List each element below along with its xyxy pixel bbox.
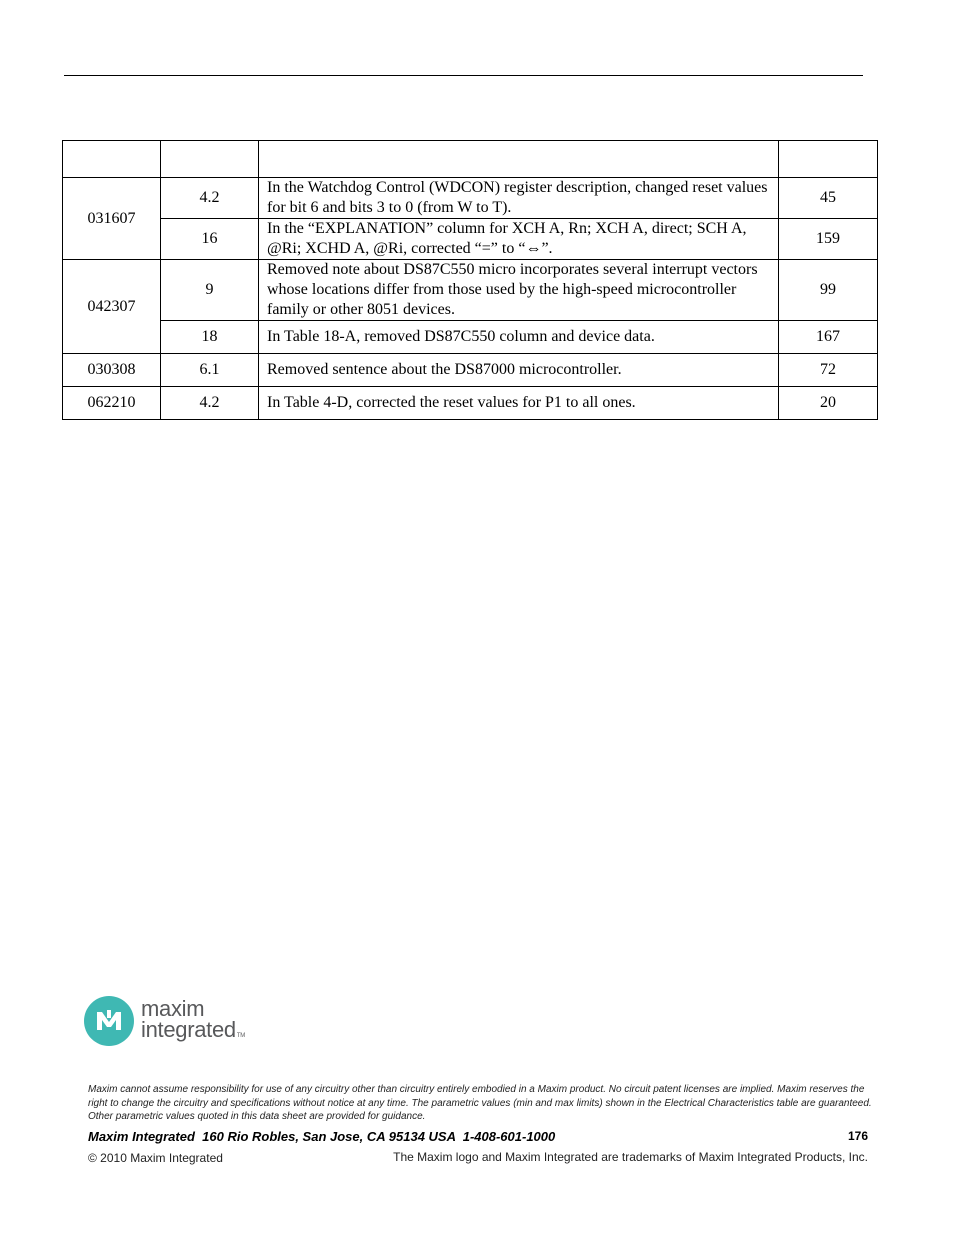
header-page	[779, 141, 878, 178]
revision-number: 030308	[63, 354, 161, 387]
revision-history-table	[62, 140, 878, 420]
section-number: 4.2	[161, 387, 259, 420]
header-revision	[63, 141, 161, 178]
revision-number: 062210	[63, 387, 161, 420]
header-rule	[64, 75, 863, 76]
header-section	[161, 141, 259, 178]
page-number: 99	[779, 260, 878, 321]
logo-line-1: maxim	[141, 996, 205, 1021]
table-row	[63, 178, 878, 219]
table-row	[63, 219, 878, 260]
logo-line-2: integrated	[141, 1017, 236, 1042]
logo-wordmark	[141, 998, 245, 1047]
page-number: 20	[779, 387, 878, 420]
page-number-footer: 176	[847, 1129, 868, 1143]
section-number: 16	[161, 219, 259, 260]
section-number: 6.1	[161, 354, 259, 387]
section-number: 4.2	[161, 178, 259, 219]
table-row	[63, 354, 878, 387]
logo-trademark: TM	[236, 1033, 245, 1039]
table-header-row	[63, 141, 878, 178]
change-description: Removed sentence about the DS87000 microcontroller.	[259, 354, 779, 387]
change-description: In the Watchdog Control (WDCON) register description, changed reset values for bit 6 and bits 3 to 0 (from W to T).	[259, 178, 779, 219]
revision-number: 042307	[63, 260, 161, 354]
page-number: 167	[779, 321, 878, 354]
maxim-logo	[84, 996, 274, 1048]
maxim-logo-icon	[84, 996, 134, 1046]
change-description: In Table 4-D, corrected the reset values for P1 to all ones.	[259, 387, 779, 420]
page-number: 45	[779, 178, 878, 219]
section-number: 18	[161, 321, 259, 354]
table-row	[63, 321, 878, 354]
company-address: Maxim Integrated 160 Rio Robles, San Jose, CA 95134 USA 1-408-601-1000	[88, 1129, 556, 1144]
page-number: 159	[779, 219, 878, 260]
table-row	[63, 387, 878, 420]
copyright-notice: © 2010 Maxim Integrated	[88, 1151, 223, 1165]
change-description: In the “EXPLANATION” column for XCH A, Rn; XCH A, direct; SCH A, @Ri; XCHD A, @Ri, corrected “=” to “⇔”.	[259, 219, 779, 260]
change-description: In Table 18-A, removed DS87C550 column and device data.	[259, 321, 779, 354]
section-number: 9	[161, 260, 259, 321]
change-description: Removed note about DS87C550 micro incorporates several interrupt vectors whose locations differ from those used by the high-speed microcontroller family or other 8051 devices.	[259, 260, 779, 321]
page-number: 72	[779, 354, 878, 387]
revision-number: 031607	[63, 178, 161, 260]
table-row	[63, 260, 878, 321]
header-description	[259, 141, 779, 178]
trademark-notice: The Maxim logo and Maxim Integrated are trademarks of Maxim Integrated Products, Inc.	[393, 1150, 868, 1164]
disclaimer-text: Maxim cannot assume responsibility for use of any circuitry other than circuitry entirely embodied in a Maxim product. No circuit patent licenses are implied. Maxim reserves the right to change the circuitry and specifications without notice at any time. The parametric values (min and max limits) shown in the Electrical Characteristics table are guaranteed. Other parametric values quoted in this data sheet are provided for guidance.	[88, 1084, 872, 1122]
